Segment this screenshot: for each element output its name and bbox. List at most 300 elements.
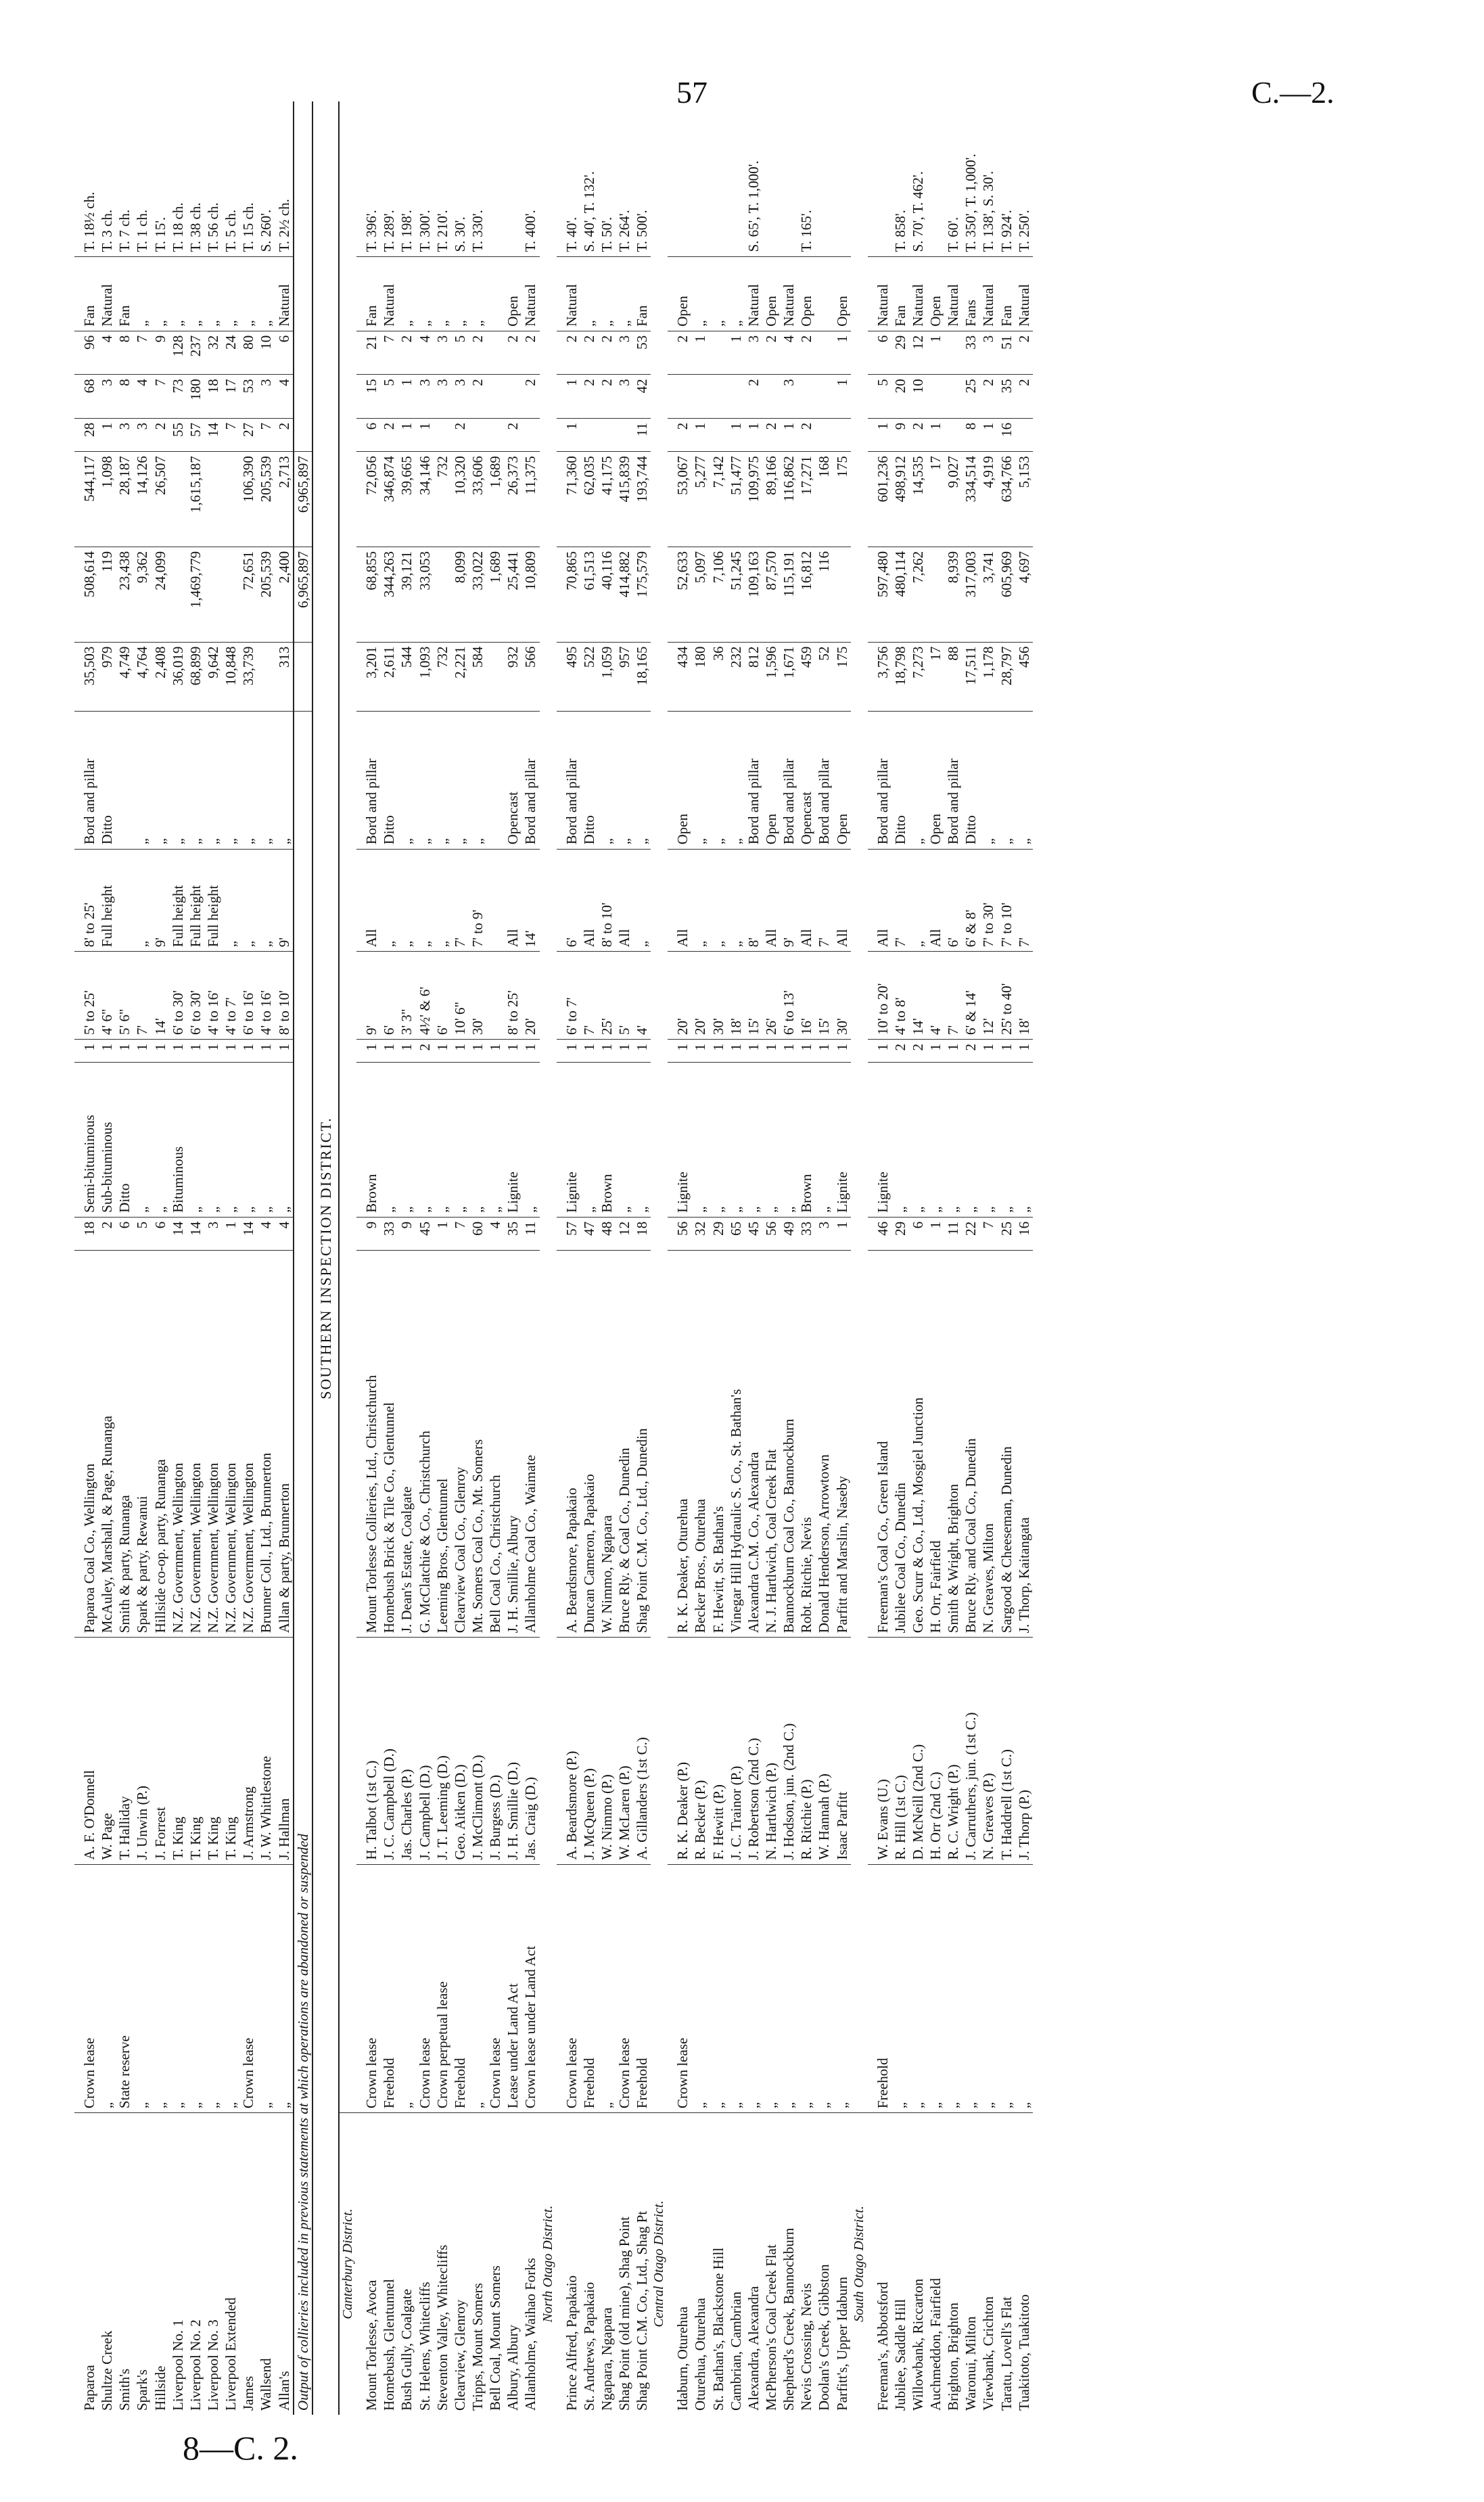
table-cell: 193,744 <box>633 452 651 547</box>
table-cell <box>434 418 451 451</box>
table-cell <box>116 849 133 952</box>
table-cell: 20 <box>891 375 909 419</box>
table-cell: „ <box>580 1063 598 1218</box>
table-cell: 5,097 <box>691 547 709 642</box>
table-cell: Crown lease <box>74 1864 98 2112</box>
table-cell: Hillside <box>152 2113 169 2415</box>
table-cell: 2 <box>909 418 927 451</box>
table-cell: R. K. Deaker (P.) <box>668 1638 691 1864</box>
table-cell: Freehold <box>580 1864 598 2112</box>
table-cell: 4' <box>633 952 651 1040</box>
table-cell: „ <box>133 849 151 952</box>
table-cell: 957 <box>616 642 633 712</box>
table-cell: Open <box>833 712 851 849</box>
table-cell: „ <box>909 1063 927 1218</box>
table-cell: 10 <box>909 375 927 419</box>
table-cell: 3 <box>133 418 151 451</box>
table-cell: 4' <box>927 952 944 1040</box>
table-cell: 498,912 <box>891 452 909 547</box>
table-cell: 1 <box>833 375 851 419</box>
table-cell: Bell Coal Co., Christchurch <box>486 1251 504 1638</box>
table-cell: „ <box>727 1864 745 2112</box>
table-cell: „ <box>486 1063 504 1218</box>
table-cell <box>780 101 797 256</box>
table-cell: Lignite <box>668 1063 691 1218</box>
table-cell: 33,053 <box>416 547 434 642</box>
table-cell: T. 250'. <box>1015 210 1032 252</box>
table-cell: 7,262 <box>909 547 927 642</box>
table-cell: „ <box>275 1063 294 1218</box>
table-cell: 2 <box>909 1039 927 1062</box>
table-cell: 459 <box>797 642 815 712</box>
table-cell: 5 <box>380 375 398 419</box>
table-cell: 3 <box>616 331 633 375</box>
table-row <box>797 101 815 2415</box>
table-cell: „ <box>222 849 239 952</box>
table-cell: „ <box>998 1864 1015 2112</box>
table-cell: „ <box>398 1864 415 2112</box>
table-cell: „ <box>133 1063 151 1218</box>
table-cell: 4 <box>486 1217 504 1250</box>
table-cell: 25 <box>998 1217 1015 1250</box>
table-cell: Spark & party, Rewanui <box>133 1251 151 1638</box>
table-cell: 522 <box>580 642 598 712</box>
table-cell: S. 70', T. 462'. <box>909 171 926 252</box>
table-cell: 57 <box>187 418 204 451</box>
table-cell: 119 <box>98 547 116 642</box>
table-row <box>98 101 116 2415</box>
table-cell: 12 <box>616 1217 633 1250</box>
table-cell: 7,273 <box>909 642 927 712</box>
table-cell: Liverpool No. 2 <box>187 2113 204 2415</box>
table-cell: 414,882 <box>616 547 633 642</box>
table-cell: „ <box>152 1864 169 2112</box>
north-otago-rows <box>557 101 651 2415</box>
table-cell: T. Haddrell (1st C.) <box>998 1638 1015 1864</box>
table-cell: 17 <box>927 642 944 712</box>
table-cell: 732 <box>434 452 451 547</box>
table-cell: T. 330'. <box>469 210 486 252</box>
table-cell: 88 <box>944 642 962 712</box>
table-cell: „ <box>979 1063 997 1218</box>
table-cell: 25' <box>598 952 616 1040</box>
table-cell: 30' <box>710 952 727 1040</box>
table-cell: Natural <box>380 256 398 331</box>
table-cell: 56 <box>668 1217 691 1250</box>
table-cell: 128 <box>169 331 187 375</box>
table-row <box>891 101 909 2415</box>
table-cell: 87,570 <box>762 547 780 642</box>
table-cell: W. Nimmo (P.) <box>598 1638 616 1864</box>
table-cell: „ <box>275 712 294 849</box>
table-cell: 21 <box>356 331 380 375</box>
table-cell: „ <box>398 849 415 952</box>
table-cell: T. 18½ ch. <box>81 191 97 252</box>
table-cell: 1 <box>833 1039 851 1062</box>
table-cell: A. Gillanders (1st C.) <box>633 1638 651 1864</box>
table-cell: Wallsend <box>257 2113 275 2415</box>
table-cell: 1 <box>598 1039 616 1062</box>
table-cell: „ <box>616 1063 633 1218</box>
table-cell: 9' <box>275 849 294 952</box>
table-cell: „ <box>187 712 204 849</box>
table-cell: Liverpool No. 1 <box>169 2113 187 2415</box>
table-cell <box>815 101 833 256</box>
table-cell: „ <box>398 1063 415 1218</box>
table-row <box>275 101 294 2415</box>
table-cell: 7 <box>222 418 239 451</box>
table-cell <box>580 418 598 451</box>
table-cell: „ <box>169 256 187 331</box>
table-cell: Idaburn, Oturehua <box>668 2113 691 2415</box>
table-cell: Ditto <box>380 712 398 849</box>
table-row <box>998 101 1015 2415</box>
table-cell: T. 165'. <box>798 210 815 252</box>
table-cell: Jubilee Coal Co., Dunedin <box>891 1251 909 1638</box>
table-cell: J. Unwin (P.) <box>133 1638 151 1864</box>
table-cell: 1 <box>745 1039 762 1062</box>
table-cell: „ <box>616 256 633 331</box>
table-cell: Lignite <box>833 1063 851 1218</box>
table-cell: T. 350', T. 1,000'. <box>963 154 979 252</box>
table-row <box>169 101 187 2415</box>
table-cell: „ <box>927 1864 944 2112</box>
table-cell: 3 <box>98 375 116 419</box>
footer-code: 8—C. 2. <box>183 2429 298 2467</box>
table-cell: „ <box>521 1063 539 1218</box>
table-cell: Mount Torlesse, Avoca <box>356 2113 380 2415</box>
table-cell: 115,191 <box>780 547 797 642</box>
table-cell: 2 <box>797 418 815 451</box>
table-cell: 1 <box>927 418 944 451</box>
table-cell: Fan <box>74 256 98 331</box>
table-cell: 9 <box>398 1217 415 1250</box>
table-cell: 10,320 <box>451 452 469 547</box>
table-cell: R. K. Deaker, Oturehua <box>668 1251 691 1638</box>
table-cell: 73 <box>169 375 187 419</box>
table-cell: Freehold <box>633 1864 651 2112</box>
table-cell: „ <box>633 712 651 849</box>
table-cell <box>710 418 727 451</box>
table-cell: 1 <box>833 331 851 375</box>
table-cell: Shag Point (old mine), Shag Point <box>616 2113 633 2415</box>
table-cell: J. Burgess (D.) <box>486 1638 504 1864</box>
table-row <box>745 101 762 2415</box>
table-cell: „ <box>998 712 1015 849</box>
table-cell <box>927 547 944 642</box>
table-cell: 1 <box>504 1039 521 1062</box>
table-cell: J. C. Campbell (D.) <box>380 1638 398 1864</box>
table-cell: All <box>762 849 780 952</box>
table-cell: T. 264'. <box>616 210 632 252</box>
table-cell: 2 <box>762 418 780 451</box>
table-cell: 544,117 <box>74 452 98 547</box>
table-cell: „ <box>598 256 616 331</box>
table-cell: 1,689 <box>486 547 504 642</box>
table-cell: All <box>833 849 851 952</box>
south-otago-rows <box>868 101 1033 2415</box>
table-cell: 15' <box>815 952 833 1040</box>
table-cell <box>486 256 504 331</box>
table-cell <box>169 452 187 547</box>
table-cell: 4' to 16' <box>257 952 275 1040</box>
table-cell: R. Becker (P.) <box>691 1638 709 1864</box>
table-cell: Taratu, Lovell's Flat <box>998 2113 1015 2415</box>
table-cell: 2 <box>598 375 616 419</box>
subdistrict-row <box>651 101 668 2415</box>
table-cell: Crown lease <box>416 1864 434 2112</box>
table-cell: 70,865 <box>557 547 580 642</box>
table-cell: 6' <box>944 849 962 952</box>
table-cell: 17,511 <box>962 642 979 712</box>
subdistrict-north-otago: North Otago District. <box>540 2113 557 2415</box>
table-cell: 2 <box>962 1039 979 1062</box>
table-cell: T. 300'. <box>416 210 433 252</box>
table-cell: 8 <box>116 375 133 419</box>
table-cell: Crown lease <box>356 1864 380 2112</box>
table-cell: „ <box>416 1063 434 1218</box>
table-cell: 17 <box>927 452 944 547</box>
table-row <box>521 101 539 2415</box>
table-cell: 566 <box>521 642 539 712</box>
table-cell: 1 <box>222 1217 239 1250</box>
table-row <box>187 101 204 2415</box>
table-cell: 1 <box>979 418 997 451</box>
table-cell: 30' <box>469 952 486 1040</box>
table-cell: 1 <box>239 1039 257 1062</box>
table-cell: 25,441 <box>504 547 521 642</box>
table-cell: „ <box>434 849 451 952</box>
table-cell: „ <box>745 1864 762 2112</box>
table-cell: „ <box>257 256 275 331</box>
table-cell: Open <box>797 256 815 331</box>
table-cell: 1 <box>133 1039 151 1062</box>
table-cell: T. 289'. <box>381 210 398 252</box>
table-cell: Open <box>668 712 691 849</box>
table-cell: 5 <box>133 1217 151 1250</box>
table-cell: 27 <box>239 418 257 451</box>
table-cell: Natural <box>745 256 762 331</box>
table-cell: 2 <box>979 375 997 419</box>
output-note-rest <box>294 101 312 452</box>
table-cell: Bord and pillar <box>521 712 539 849</box>
table-cell: McPherson's Coal Creek Flat <box>762 2113 780 2415</box>
table-cell: 18,165 <box>633 642 651 712</box>
table-cell: 72,056 <box>356 452 380 547</box>
table-cell: 1 <box>434 1039 451 1062</box>
table-cell: J. Hodson, jun. (2nd C.) <box>780 1638 797 1864</box>
table-cell: Full height <box>187 849 204 952</box>
table-cell: 6 <box>275 331 294 375</box>
table-cell: T. 15 ch. <box>240 202 257 252</box>
table-cell: 35 <box>504 1217 521 1250</box>
table-cell: 16 <box>998 418 1015 451</box>
table-cell: „ <box>187 1864 204 2112</box>
table-cell: 71,360 <box>557 452 580 547</box>
table-cell: 9 <box>891 418 909 451</box>
table-cell: R. Ritchie (P.) <box>797 1638 815 1864</box>
table-cell: 1 <box>557 1039 580 1062</box>
table-cell: 6 <box>116 1217 133 1250</box>
table-cell: Natural <box>1015 256 1033 331</box>
table-cell: „ <box>416 256 434 331</box>
table-cell: 10,809 <box>521 547 539 642</box>
table-cell: 415,839 <box>616 452 633 547</box>
table-row <box>239 101 257 2415</box>
table-cell: Geo. Scurr & Co., Ltd., Mosgiel Junction <box>909 1251 927 1638</box>
table-cell: All <box>580 849 598 952</box>
table-cell: 1 <box>815 1039 833 1062</box>
table-cell: „ <box>979 1864 997 2112</box>
table-cell: 8' to 10' <box>598 849 616 952</box>
table-cell: J. Forrest <box>152 1638 169 1864</box>
table-cell: „ <box>710 1864 727 2112</box>
table-cell <box>222 452 239 547</box>
table-cell <box>486 101 504 256</box>
table-cell: 1 <box>222 1039 239 1062</box>
table-cell: 2 <box>98 1217 116 1250</box>
table-cell: Crown lease <box>486 1864 504 2112</box>
table-cell <box>598 418 616 451</box>
table-cell: 10' 6" <box>451 952 469 1040</box>
table-cell: 2,400 <box>275 547 294 642</box>
table-cell: „ <box>222 1864 239 2112</box>
table-cell: „ <box>780 1063 797 1218</box>
table-cell: „ <box>204 256 222 331</box>
table-cell: 72,651 <box>239 547 257 642</box>
table-cell: „ <box>398 256 415 331</box>
table-cell: 52,633 <box>668 547 691 642</box>
table-cell: „ <box>169 1864 187 2112</box>
table-cell: Sub-bituminous <box>98 1063 116 1218</box>
colliery-table <box>74 101 1033 2415</box>
table-cell: 56 <box>762 1217 780 1250</box>
table-cell: 7' <box>451 849 469 952</box>
table-cell: 1 <box>762 1039 780 1062</box>
table-cell: 39,665 <box>398 452 415 547</box>
table-cell: 1 <box>927 1217 944 1250</box>
table-cell: Bannockburn Coal Co., Bannockburn <box>780 1251 797 1638</box>
table-cell: „ <box>451 1063 469 1218</box>
table-cell: W. Page <box>98 1638 116 1864</box>
table-cell: 4,697 <box>1015 547 1033 642</box>
table-cell: „ <box>434 1063 451 1218</box>
table-cell: St. Helens, Whitecliffs <box>416 2113 434 2415</box>
table-cell: 7' <box>944 952 962 1040</box>
table-row <box>356 101 380 2415</box>
table-row <box>815 101 833 2415</box>
table-cell: A. F. O'Donnell <box>74 1638 98 1864</box>
table-cell <box>815 375 833 419</box>
table-cell: „ <box>710 849 727 952</box>
table-cell: Auchmeddon, Fairfield <box>927 2113 944 2415</box>
table-cell: 62,035 <box>580 452 598 547</box>
table-cell: 9,642 <box>204 642 222 712</box>
table-cell: Brighton, Brighton <box>944 2113 962 2415</box>
table-cell: R. Hill (1st C.) <box>891 1638 909 1864</box>
table-cell: 18 <box>633 1217 651 1250</box>
table-cell: 2 <box>580 375 598 419</box>
table-cell: 1 <box>469 1039 486 1062</box>
table-row <box>762 101 780 2415</box>
table-cell: Liverpool Extended <box>222 2113 239 2415</box>
table-cell: A. Beardsmore (P.) <box>557 1638 580 1864</box>
table-cell: Freeman's Coal Co., Green Island <box>868 1251 891 1638</box>
table-cell: 2 <box>762 331 780 375</box>
table-cell: „ <box>152 1063 169 1218</box>
table-row <box>504 101 521 2415</box>
table-cell <box>257 642 275 712</box>
table-cell: 14 <box>239 1217 257 1250</box>
table-cell: 3 <box>204 1217 222 1250</box>
table-cell: Homebush Brick & Tile Co., Glentunnel <box>380 1251 398 1638</box>
table-cell: 29 <box>891 1217 909 1250</box>
table-cell: J. Carruthers, jun. (1st C.) <box>962 1638 979 1864</box>
table-cell: Liverpool No. 3 <box>204 2113 222 2415</box>
table-cell <box>815 331 833 375</box>
table-cell: 1 <box>998 1039 1015 1062</box>
table-cell: 51,245 <box>727 547 745 642</box>
table-row <box>710 101 727 2415</box>
table-cell: 1 <box>152 1039 169 1062</box>
table-cell <box>521 418 539 451</box>
table-cell: „ <box>222 256 239 331</box>
table-cell: 24,099 <box>152 547 169 642</box>
table-cell: 7 <box>257 418 275 451</box>
table-cell: 3,756 <box>868 642 891 712</box>
table-cell: Fan <box>116 256 133 331</box>
table-cell: „ <box>204 712 222 849</box>
table-cell: T. 5 ch. <box>223 209 239 252</box>
table-cell: 7 <box>451 1217 469 1250</box>
table-cell: 3 <box>616 375 633 419</box>
table-cell: 36 <box>710 642 727 712</box>
table-cell: „ <box>133 1864 151 2112</box>
table-cell: Cambrian, Cambrian <box>727 2113 745 2415</box>
table-cell: Nevis Crossing, Nevis <box>797 2113 815 2415</box>
table-cell: 4,749 <box>116 642 133 712</box>
table-cell: Duncan Cameron, Papakaio <box>580 1251 598 1638</box>
table-cell: Allan & party, Brunnerton <box>275 1251 294 1638</box>
table-cell <box>486 331 504 375</box>
table-cell: 6 <box>909 1217 927 1250</box>
table-cell: 53,067 <box>668 452 691 547</box>
table-cell: „ <box>152 712 169 849</box>
table-cell: 14 <box>169 1217 187 1250</box>
table-cell: 39,121 <box>398 547 415 642</box>
table-cell <box>710 331 727 375</box>
table-cell: 5 <box>868 375 891 419</box>
table-cell: Crown perpetual lease <box>434 1864 451 2112</box>
table-cell: 1 <box>727 418 745 451</box>
table-cell: Clearview, Glenroy <box>451 2113 469 2415</box>
table-cell: 2 <box>275 418 294 451</box>
table-cell: 24 <box>222 331 239 375</box>
table-cell: 7' <box>1015 849 1033 952</box>
table-cell: 18' <box>1015 952 1033 1040</box>
table-row <box>486 101 504 2415</box>
table-cell: „ <box>133 712 151 849</box>
table-cell: 61,513 <box>580 547 598 642</box>
table-cell: „ <box>257 712 275 849</box>
table-row <box>416 101 434 2415</box>
table-cell: 32 <box>691 1217 709 1250</box>
table-cell: Isaac Parfitt <box>833 1638 851 1864</box>
table-cell: Freeman's, Abbotsford <box>868 2113 891 2415</box>
table-cell: „ <box>222 1063 239 1218</box>
table-cell: „ <box>580 256 598 331</box>
table-cell: Opencast <box>797 712 815 849</box>
